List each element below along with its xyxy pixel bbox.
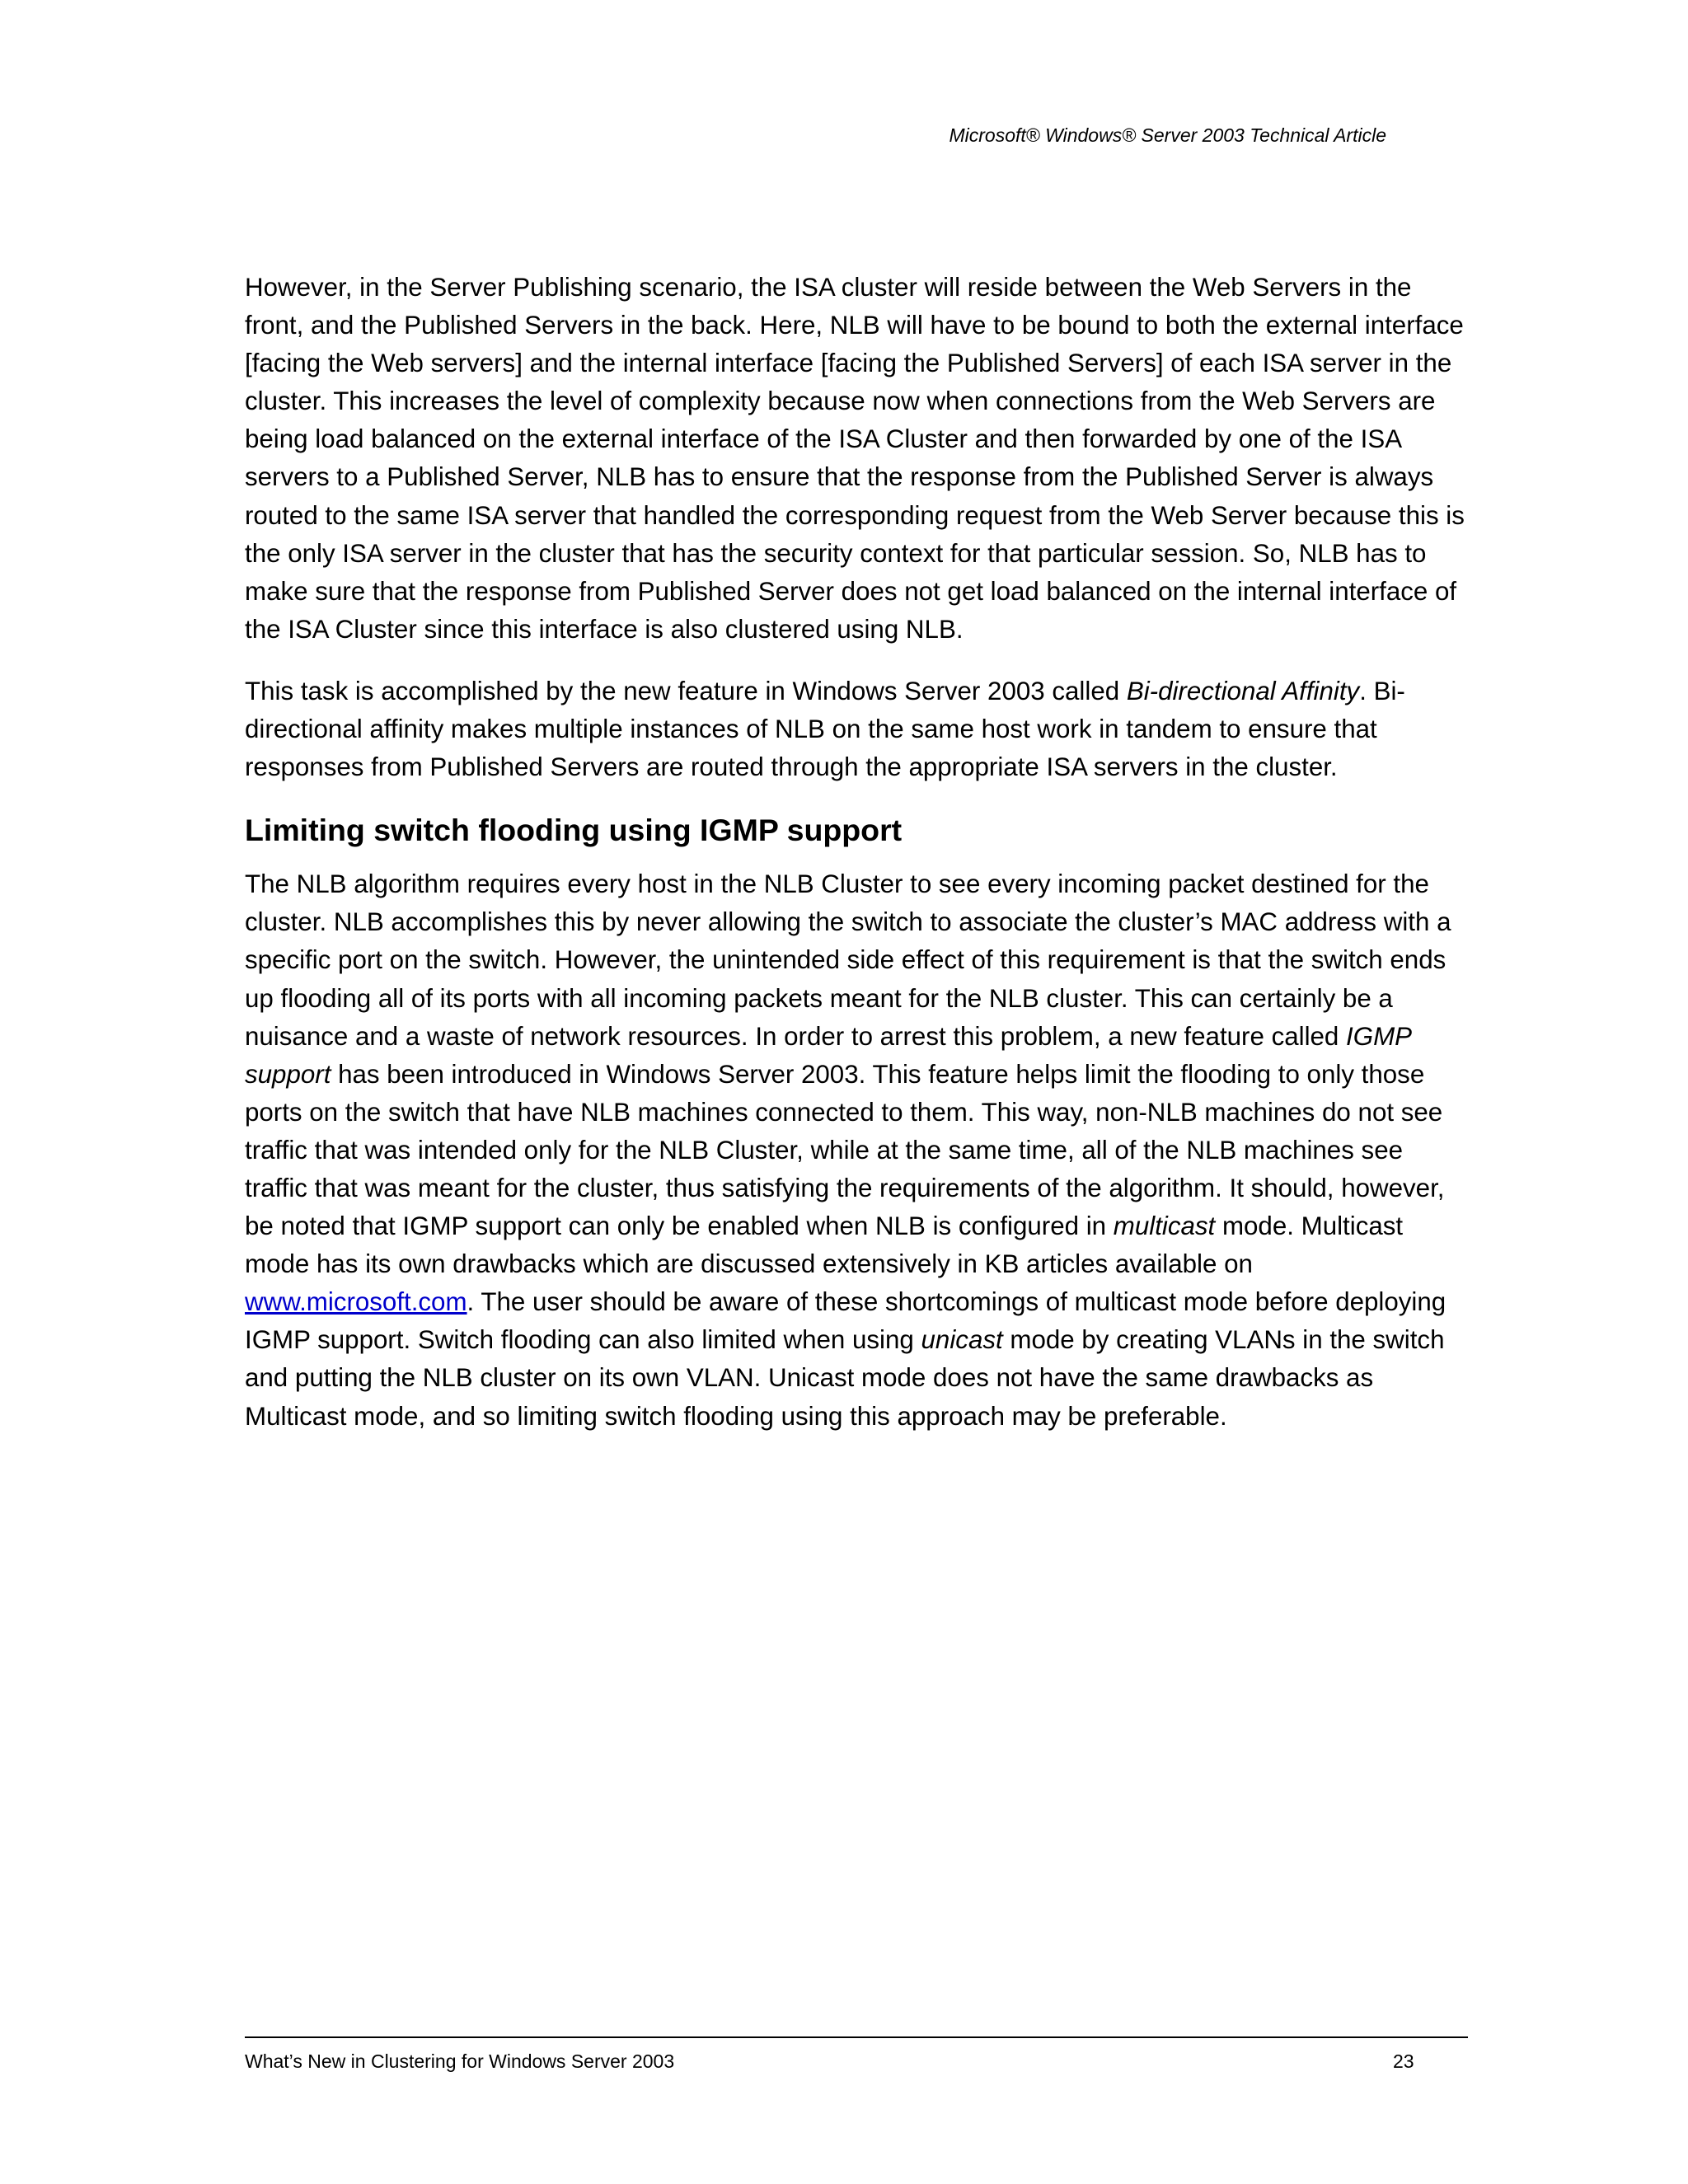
term-multicast: multicast xyxy=(1113,1212,1216,1241)
footer-title: What’s New in Clustering for Windows Server 2003 xyxy=(245,2050,675,2072)
microsoft-link[interactable]: www.microsoft.com xyxy=(245,1287,467,1317)
section-heading: Limiting switch flooding using IGMP support xyxy=(245,813,903,848)
running-header: Microsoft® Windows® Server 2003 Technical Article xyxy=(949,124,1386,146)
paragraph-bidirectional-affinity: This task is accomplished by the new feature in Windows Server 2003 called Bi-directional Affinity. Bi-directional affinity makes multiple instances of NLB on the same host work in tandem to ensure that responses from Published Servers are routed through the appropriate ISA servers in the cluster. xyxy=(245,676,1405,782)
term-unicast: unicast xyxy=(921,1325,1003,1355)
article-body xyxy=(245,269,1470,1460)
paragraph-isa-cluster: However, in the Server Publishing scenario, the ISA cluster will reside between the Web Servers in the front, and the Published Servers in the back. Here, NLB will have to be bound to both the external interface [facing the Web servers] and the internal interface [facing the Published Servers] of each ISA server in the cluster. This increases the level of complexity because now when connections from the Web Servers are being load balanced on the external interface of the ISA Cluster and then forwarded by one of the ISA servers to a Published Server, NLB has to ensure that the response from the Published Server is always routed to the same ISA server that handled the corresponding request from the Web Server because this is the only ISA server in the cluster that has the security context for that particular session. So, NLB has to make sure that the response from Published Server does not get load balanced on the internal interface of the ISA Cluster since this interface is also clustered using NLB. xyxy=(245,273,1465,644)
term-bidirectional-affinity: Bi-directional Affinity xyxy=(1126,676,1360,705)
paragraph-igmp-support: The NLB algorithm requires every host in the NLB Cluster to see every incoming packet destined for the cluster. NLB accomplishes this by never allowing the switch to associate the cluster’s MAC address with a specific port on the switch. However, the unintended side effect of this requirement is that the switch ends up flooding all of its ports with all incoming packets meant for the NLB cluster. This can certainly be a nuisance and a waste of network resources. In order to arrest this problem, a new feature called IGMP support has been introduced in Windows Server 2003. This feature helps limit the flooding to only those ports on the switch that have NLB machines connected to them. This way, non-NLB machines do not see traffic that was intended only for the NLB Cluster, while at the same time, all of the NLB machines see traffic that was meant for the cluster, thus satisfying the requirements of the algorithm. It should, however, be noted that IGMP support can only be enabled when NLB is configured in multicast mode. Multicast mode has its own drawbacks which are discussed extensively in KB articles available on www.microsoft.com. The user should be aware of these shortcomings of multicast mode before deploying IGMP support. Switch flooding can also limited when using unicast mode by creating VLANs in the switch and putting the NLB cluster on its own VLAN. Unicast mode does not have the same drawbacks as Multicast mode, and so limiting switch flooding using this approach may be preferable. xyxy=(245,869,1451,1431)
term-igmp-support: IGMP support xyxy=(245,1021,1411,1089)
footer-divider xyxy=(245,2036,1468,2038)
page-number: 23 xyxy=(1393,2050,1414,2072)
